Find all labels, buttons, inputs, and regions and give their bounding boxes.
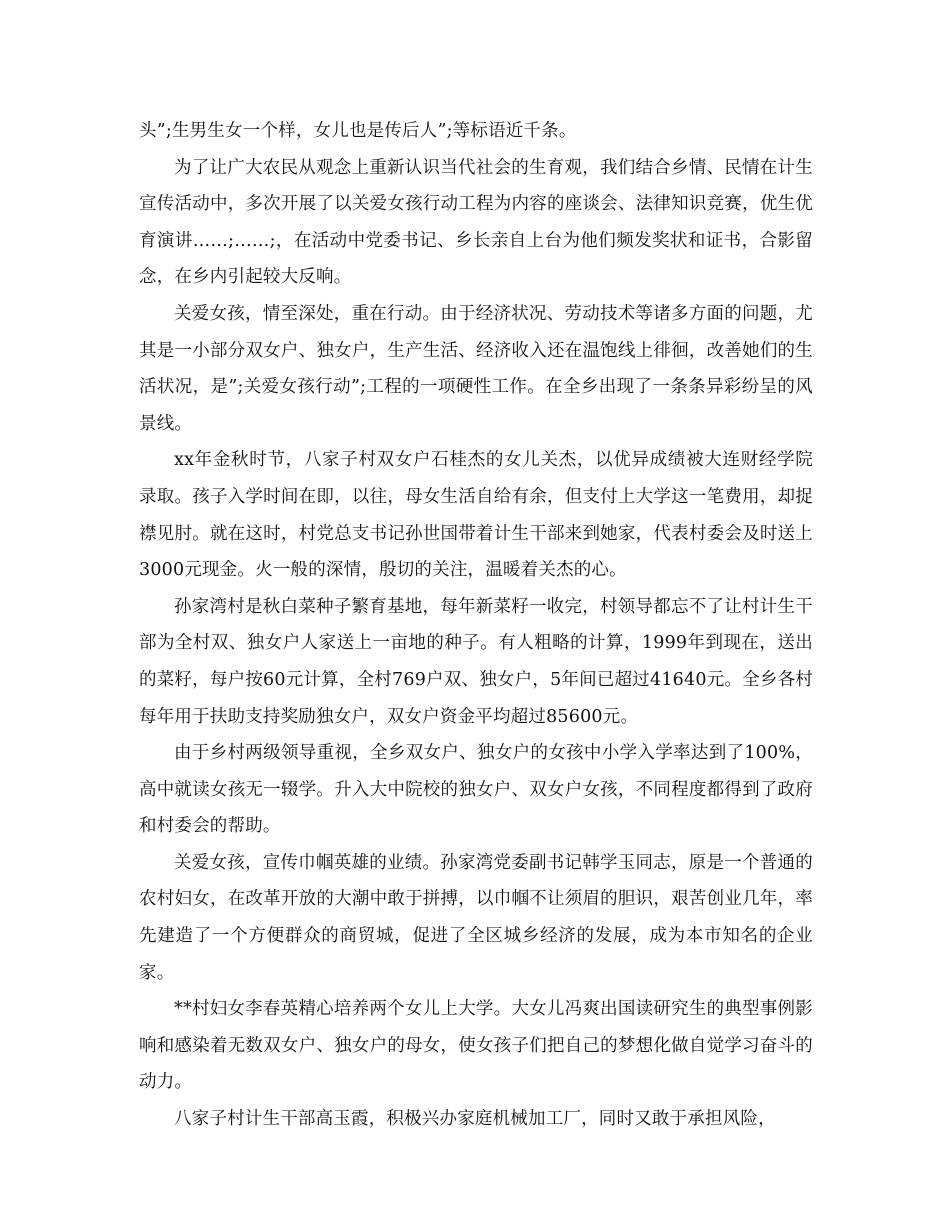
paragraph-sunjiawan-seeds: 孙家湾村是秋白菜种子繁育基地，每年新菜籽一收完，村领导都忘不了让村计生干部为全村双、独女户人家送上一亩地的种子。有人粗略的计算，1999年到现在，送出的菜籽，每户按60元计算，全村769户双、独女户，5年间已超过41640元。全乡各村每年用于扶助支持奖励独女户，双女户资金平均超过85600元。 [139, 596, 813, 727]
paragraph-continuation: 头”;生男生女一个样，女儿也是传后人”;等标语近千条。 [139, 121, 577, 141]
paragraph-gao-yuxia: 八家子村计生干部高玉霞，积极兴办家庭机械加工厂，同时又敢于承担风险， [174, 1109, 776, 1130]
paragraph-enrollment-rate: 由于乡村两级领导重视，全乡双女户、独女户的女孩中小学入学率达到了100%，高中就读女孩无一辍学。升入大中院校的独女户、双女户女孩，不同程度都得到了政府和村委会的帮助。 [139, 743, 813, 837]
document-body [139, 113, 813, 1138]
paragraph-han-xueyu: 关爱女孩，宣传巾帼英雄的业绩。孙家湾党委副书记韩学玉同志，原是一个普通的农村妇女，在改革开放的大潮中敢于拼搏，以巾帼不让须眉的胆识，艰苦创业几年，率先建造了一个方便群众的商贸城，促进了全区城乡经济的发展，成为本市知名的企业家。 [139, 852, 813, 983]
paragraph-care-for-girls-action: 关爱女孩，情至深处，重在行动。由于经济状况、劳动技术等诸多方面的问题，尤其是一小部分双女户、独女户，生产生活、经济收入还在温饱线上徘徊，改善她们的生活状况，是”;关爱女孩行动”;工程的一项硬性工作。在全乡出现了一条条异彩纷呈的风景线。 [139, 303, 813, 434]
paragraph-propaganda-activities: 为了让广大农民从观念上重新认识当代社会的生育观，我们结合乡情、民情在计生宣传活动中，多次开展了以关爱女孩行动工程为内容的座谈会、法律知识竞赛，优生优育演讲……;……;，在活动中党委书记、乡长亲自上台为他们频发奖状和证书，合影留念，在乡内引起较大反响。 [139, 157, 813, 288]
paragraph-li-chunying: **村妇女李春英精心培养两个女儿上大学。大女儿冯爽出国读研究生的典型事例影响和感染着无数双女户、独女户的母女，使女孩子们把自己的梦想化做自觉学习奋斗的动力。 [139, 999, 813, 1093]
paragraph-guan-jie-story: xx年金秋时节，八家子村双女户石桂杰的女儿关杰，以优异成绩被大连财经学院录取。孩子入学时间在即，以往，母女生活自给有余，但支付上大学这一笔费用，却捉襟见肘。就在这时，村党总支书记孙世国带着计生干部来到她家，代表村委会及时送上3000元现金。火一般的深情，殷切的关注，温暖着关杰的心。 [139, 450, 813, 581]
